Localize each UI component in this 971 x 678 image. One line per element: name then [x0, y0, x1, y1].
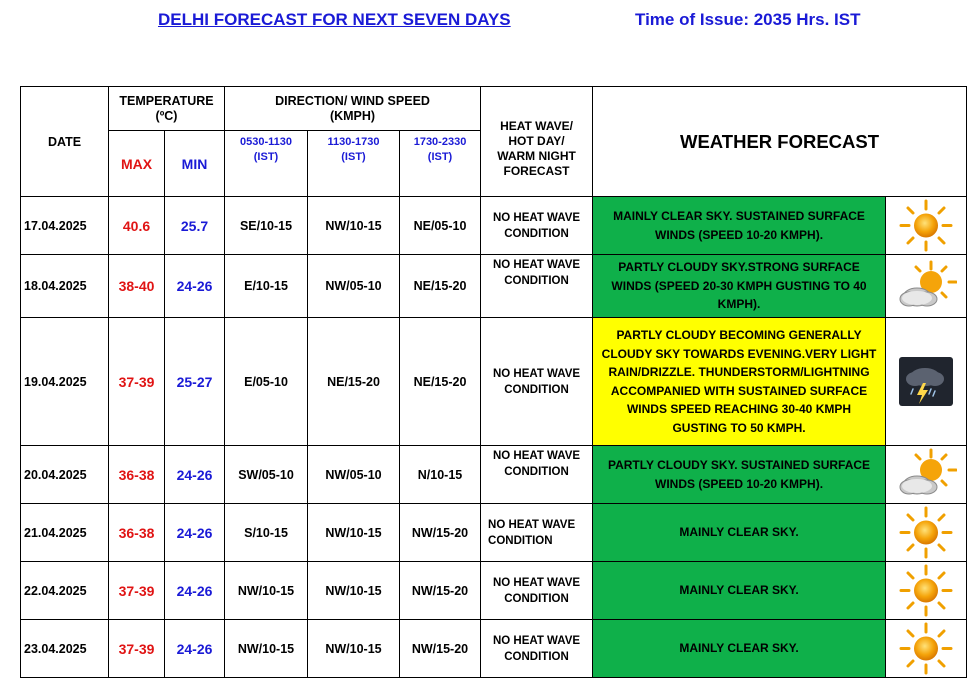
row-wind-slot2: NW/10-15 — [308, 620, 400, 678]
header-slot3: 1730-2330 (IST) — [400, 131, 481, 197]
row-wind-slot2: NW/10-15 — [308, 562, 400, 620]
row-icon-cell — [886, 255, 967, 318]
row-max-temp: 37-39 — [109, 318, 165, 446]
row-forecast: PARTLY CLOUDY SKY. SUSTAINED SURFACE WINDS (SPEED 10-20 KMPH). — [593, 446, 886, 504]
partly-cloudy-icon — [895, 448, 957, 501]
row-wind-slot3: NW/15-20 — [400, 562, 481, 620]
table-row — [21, 318, 967, 446]
sun-icon — [895, 564, 957, 617]
page-title[interactable]: DELHI FORECAST FOR NEXT SEVEN DAYS — [158, 10, 511, 29]
row-date: 18.04.2025 — [21, 255, 109, 318]
row-max-temp: 36-38 — [109, 446, 165, 504]
row-min-temp: 24-26 — [165, 620, 225, 678]
forecast-table — [20, 86, 967, 678]
row-heatwave: NO HEAT WAVE CONDITION — [481, 197, 593, 255]
row-forecast: PARTLY CLOUDY BECOMING GENERALLY CLOUDY SKY TOWARDS EVENING.VERY LIGHT RAIN/DRIZZLE. THUNDERSTORM/LIGHTNING ACCOMPANIED WITH SUSTAINED SURFACE WINDS SPEED REACHING 30-40 KMPH GUSTING TO 50 KMPH. — [593, 318, 886, 446]
row-wind-slot1: E/05-10 — [225, 318, 308, 446]
table-row — [21, 504, 967, 562]
table-row — [21, 620, 967, 678]
header-max: MAX — [109, 131, 165, 197]
row-date: 23.04.2025 — [21, 620, 109, 678]
row-date: 19.04.2025 — [21, 318, 109, 446]
header-slot2: 1130-1730 (IST) — [308, 131, 400, 197]
row-date: 21.04.2025 — [21, 504, 109, 562]
row-date: 20.04.2025 — [21, 446, 109, 504]
row-min-temp: 24-26 — [165, 446, 225, 504]
sun-icon — [895, 506, 957, 559]
row-icon-cell — [886, 504, 967, 562]
row-forecast: MAINLY CLEAR SKY. — [593, 620, 886, 678]
row-min-temp: 25-27 — [165, 318, 225, 446]
row-wind-slot1: NW/10-15 — [225, 562, 308, 620]
row-icon-cell — [886, 562, 967, 620]
row-min-temp: 24-26 — [165, 504, 225, 562]
row-heatwave: NO HEAT WAVE CONDITION — [481, 504, 593, 562]
row-wind-slot2: NW/10-15 — [308, 504, 400, 562]
row-date: 22.04.2025 — [21, 562, 109, 620]
thunderstorm-icon — [895, 355, 957, 408]
row-heatwave: NO HEAT WAVE CONDITION — [481, 446, 593, 504]
row-heatwave: NO HEAT WAVE CONDITION — [481, 620, 593, 678]
row-wind-slot3: NW/15-20 — [400, 504, 481, 562]
partly-cloudy-icon — [895, 260, 957, 313]
row-icon-cell — [886, 620, 967, 678]
row-wind-slot3: NE/15-20 — [400, 255, 481, 318]
sun-icon — [895, 622, 957, 675]
header-wind: DIRECTION/ WIND SPEED (KMPH) — [225, 87, 481, 131]
row-wind-slot1: NW/10-15 — [225, 620, 308, 678]
header-slot1: 0530-1130 (IST) — [225, 131, 308, 197]
header-temperature: TEMPERATURE (ºC) — [109, 87, 225, 131]
row-wind-slot3: NE/05-10 — [400, 197, 481, 255]
row-min-temp: 24-26 — [165, 255, 225, 318]
table-row — [21, 197, 967, 255]
row-min-temp: 24-26 — [165, 562, 225, 620]
row-wind-slot3: N/10-15 — [400, 446, 481, 504]
row-heatwave: NO HEAT WAVE CONDITION — [481, 255, 593, 318]
table-row — [21, 255, 967, 318]
header-min: MIN — [165, 131, 225, 197]
row-wind-slot2: NW/05-10 — [308, 255, 400, 318]
row-icon-cell — [886, 197, 967, 255]
row-wind-slot2: NW/10-15 — [308, 197, 400, 255]
row-wind-slot3: NW/15-20 — [400, 620, 481, 678]
row-date: 17.04.2025 — [21, 197, 109, 255]
row-max-temp: 37-39 — [109, 620, 165, 678]
row-wind-slot2: NE/15-20 — [308, 318, 400, 446]
table-row — [21, 446, 967, 504]
row-max-temp: 38-40 — [109, 255, 165, 318]
row-icon-cell — [886, 318, 967, 446]
row-max-temp: 36-38 — [109, 504, 165, 562]
table-row — [21, 562, 967, 620]
row-max-temp: 40.6 — [109, 197, 165, 255]
row-min-temp: 25.7 — [165, 197, 225, 255]
row-max-temp: 37-39 — [109, 562, 165, 620]
sun-icon — [895, 199, 957, 252]
header-weather-forecast: WEATHER FORECAST — [593, 87, 967, 197]
row-forecast: MAINLY CLEAR SKY. — [593, 562, 886, 620]
header-heatwave: HEAT WAVE/ HOT DAY/ WARM NIGHT FORECAST — [481, 87, 593, 197]
row-icon-cell — [886, 446, 967, 504]
row-wind-slot1: E/10-15 — [225, 255, 308, 318]
row-wind-slot1: SE/10-15 — [225, 197, 308, 255]
issue-time: Time of Issue: 2035 Hrs. IST — [635, 10, 861, 29]
row-heatwave: NO HEAT WAVE CONDITION — [481, 562, 593, 620]
row-forecast: MAINLY CLEAR SKY. — [593, 504, 886, 562]
row-heatwave: NO HEAT WAVE CONDITION — [481, 318, 593, 446]
row-forecast: MAINLY CLEAR SKY. SUSTAINED SURFACE WINDS (SPEED 10-20 KMPH). — [593, 197, 886, 255]
row-wind-slot3: NE/15-20 — [400, 318, 481, 446]
row-wind-slot1: S/10-15 — [225, 504, 308, 562]
row-forecast: PARTLY CLOUDY SKY.STRONG SURFACE WINDS (SPEED 20-30 KMPH GUSTING TO 40 KMPH). — [593, 255, 886, 318]
row-wind-slot1: SW/05-10 — [225, 446, 308, 504]
header-date: DATE — [21, 87, 109, 197]
row-wind-slot2: NW/05-10 — [308, 446, 400, 504]
